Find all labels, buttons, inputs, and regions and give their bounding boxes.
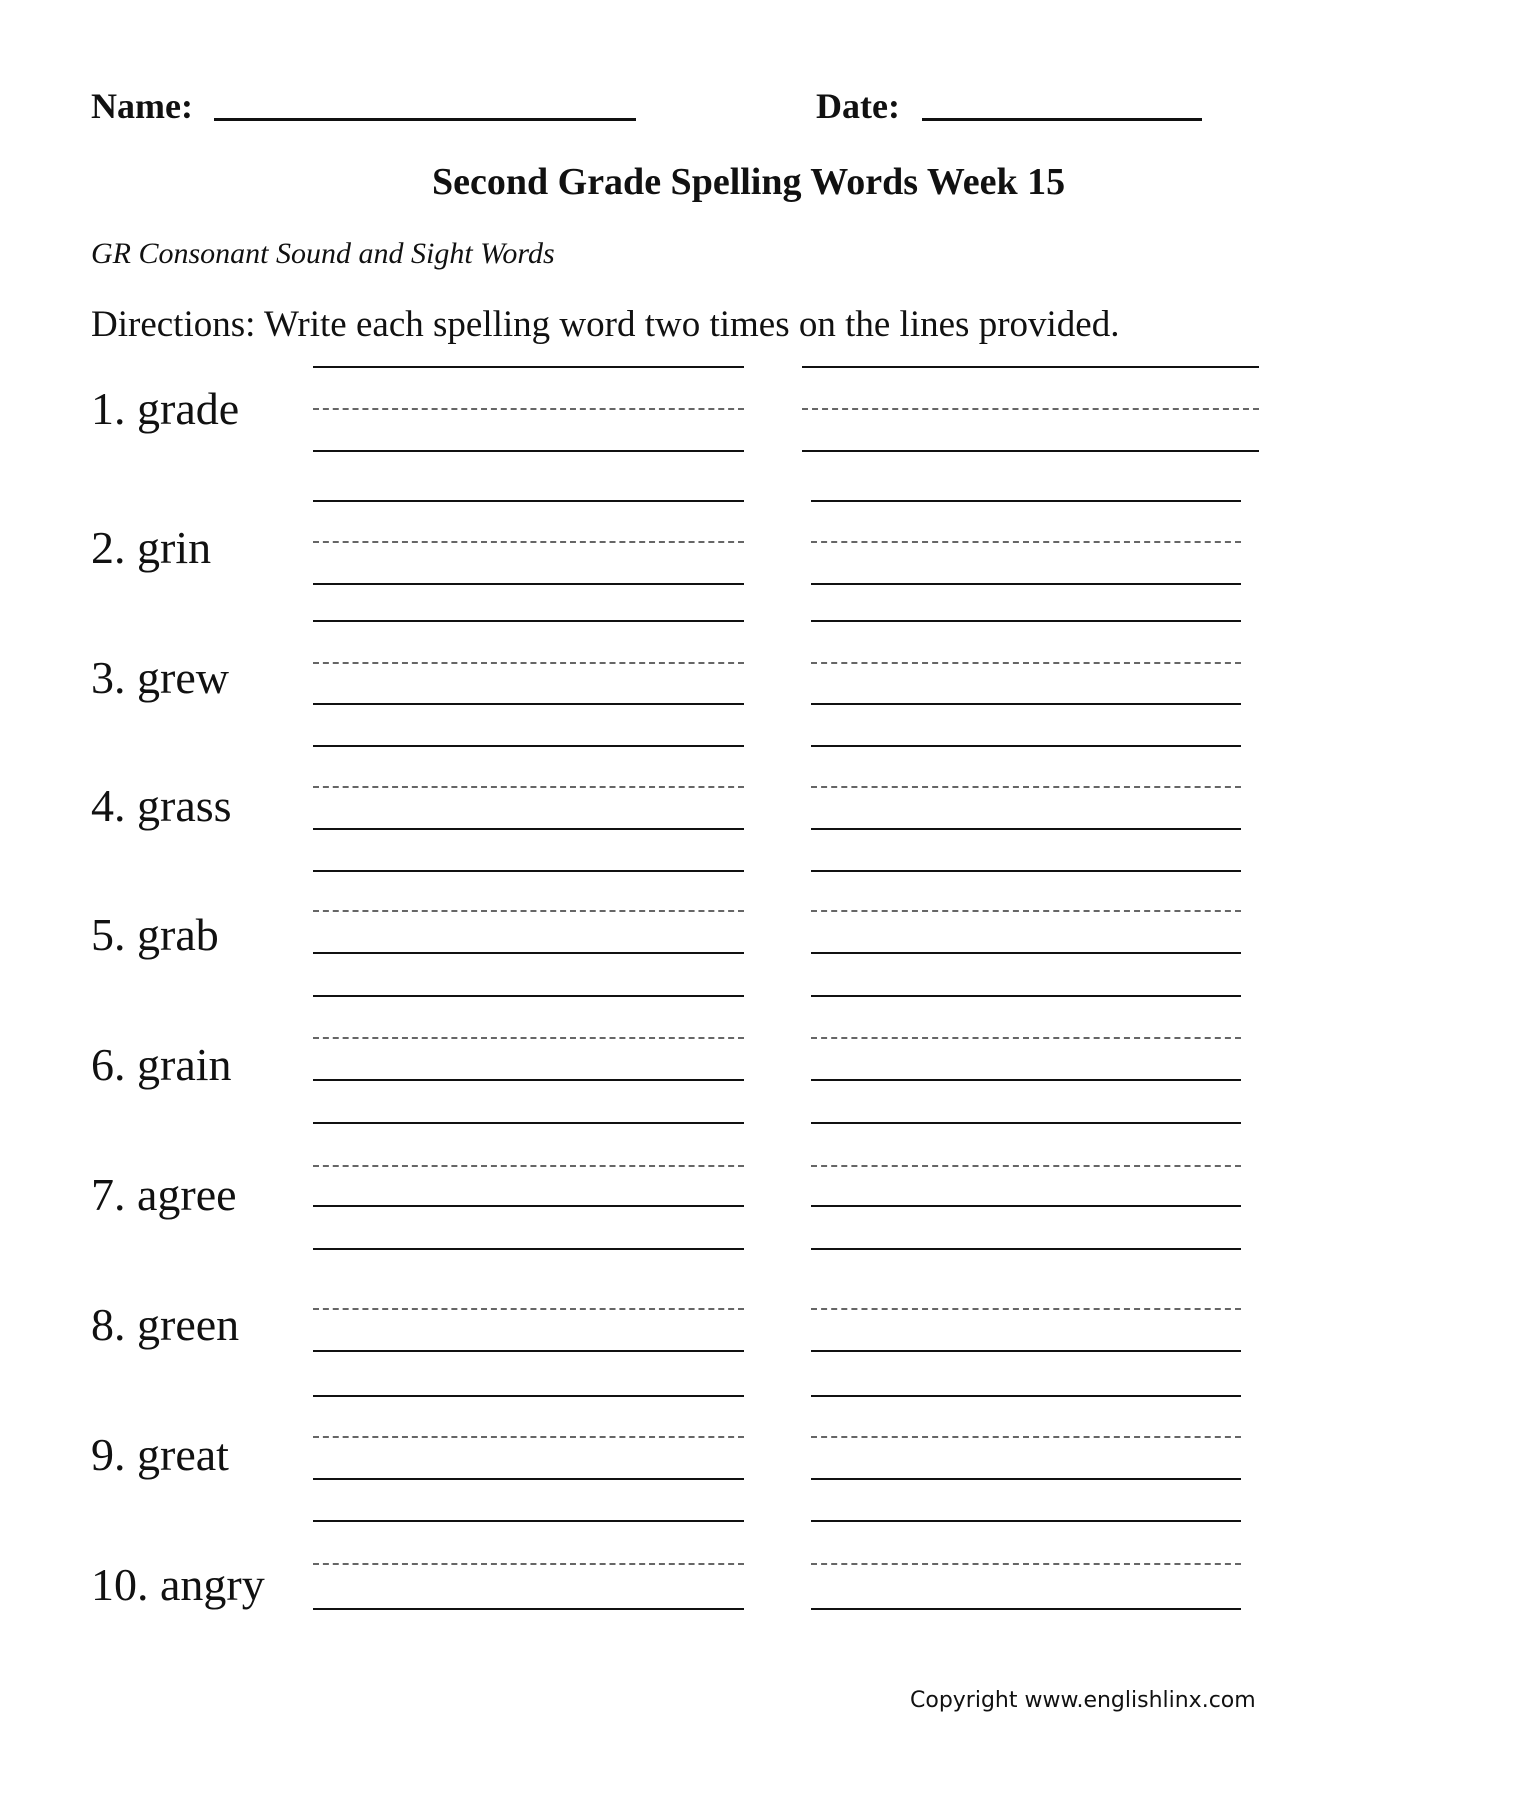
middle-dashed-line (811, 1165, 1241, 1167)
top-guide-line (313, 745, 744, 747)
spelling-word-label: 9. great (91, 1429, 229, 1480)
middle-dashed-line (811, 1037, 1241, 1039)
baseline (313, 828, 744, 830)
spelling-word-label: 3. grew (91, 652, 229, 703)
spelling-word-label: 2. grin (91, 522, 212, 573)
top-guide-line (811, 500, 1241, 502)
middle-dashed-line (802, 408, 1259, 410)
baseline (811, 952, 1241, 954)
top-guide-line (811, 1395, 1241, 1397)
middle-dashed-line (313, 786, 744, 788)
top-guide-line (313, 995, 744, 997)
top-guide-line (802, 366, 1259, 368)
baseline (811, 1079, 1241, 1081)
baseline (811, 583, 1241, 585)
top-guide-line (811, 995, 1241, 997)
spelling-word-label: 7. agree (91, 1169, 237, 1220)
top-guide-line (811, 1520, 1241, 1522)
baseline (313, 1478, 744, 1480)
top-guide-line (811, 620, 1241, 622)
spelling-word-label: 8. green (91, 1299, 240, 1350)
name-field[interactable] (214, 118, 636, 121)
baseline (313, 450, 744, 452)
page-title: Second Grade Spelling Words Week 15 (432, 161, 1066, 203)
name-label: Name: (91, 86, 193, 126)
spelling-word-label: 6. grain (91, 1039, 232, 1090)
date-field[interactable] (922, 118, 1202, 121)
middle-dashed-line (811, 786, 1241, 788)
top-guide-line (313, 500, 744, 502)
spelling-word-label: 4. grass (91, 780, 232, 831)
baseline (313, 1608, 744, 1610)
baseline (811, 1350, 1241, 1352)
top-guide-line (811, 1122, 1241, 1124)
top-guide-line (313, 1122, 744, 1124)
directions-text: Directions: Write each spelling word two times on the lines provided. (91, 304, 1120, 345)
page-subtitle: GR Consonant Sound and Sight Words (91, 237, 555, 270)
middle-dashed-line (313, 1165, 744, 1167)
baseline (802, 450, 1259, 452)
baseline (313, 1079, 744, 1081)
middle-dashed-line (811, 541, 1241, 543)
baseline (313, 1350, 744, 1352)
baseline (811, 1205, 1241, 1207)
middle-dashed-line (811, 1308, 1241, 1310)
middle-dashed-line (313, 662, 744, 664)
top-guide-line (811, 745, 1241, 747)
middle-dashed-line (313, 1563, 744, 1565)
top-guide-line (313, 1395, 744, 1397)
top-guide-line (811, 1248, 1241, 1250)
middle-dashed-line (811, 910, 1241, 912)
baseline (313, 583, 744, 585)
spelling-word-label: 1. grade (91, 383, 240, 434)
middle-dashed-line (313, 541, 744, 543)
top-guide-line (313, 870, 744, 872)
middle-dashed-line (811, 1563, 1241, 1565)
middle-dashed-line (313, 1308, 744, 1310)
baseline (811, 828, 1241, 830)
middle-dashed-line (811, 1436, 1241, 1438)
middle-dashed-line (313, 910, 744, 912)
date-label: Date: (816, 86, 900, 126)
top-guide-line (313, 620, 744, 622)
top-guide-line (313, 1248, 744, 1250)
middle-dashed-line (313, 408, 744, 410)
baseline (313, 952, 744, 954)
spelling-word-label: 5. grab (91, 909, 219, 960)
top-guide-line (811, 870, 1241, 872)
baseline (313, 1205, 744, 1207)
top-guide-line (313, 366, 744, 368)
baseline (811, 703, 1241, 705)
top-guide-line (313, 1520, 744, 1522)
spelling-word-label: 10. angry (91, 1559, 265, 1610)
copyright-text: Copyright www.englishlinx.com (910, 1688, 1256, 1713)
baseline (313, 703, 744, 705)
middle-dashed-line (313, 1436, 744, 1438)
middle-dashed-line (811, 662, 1241, 664)
middle-dashed-line (313, 1037, 744, 1039)
baseline (811, 1478, 1241, 1480)
baseline (811, 1608, 1241, 1610)
